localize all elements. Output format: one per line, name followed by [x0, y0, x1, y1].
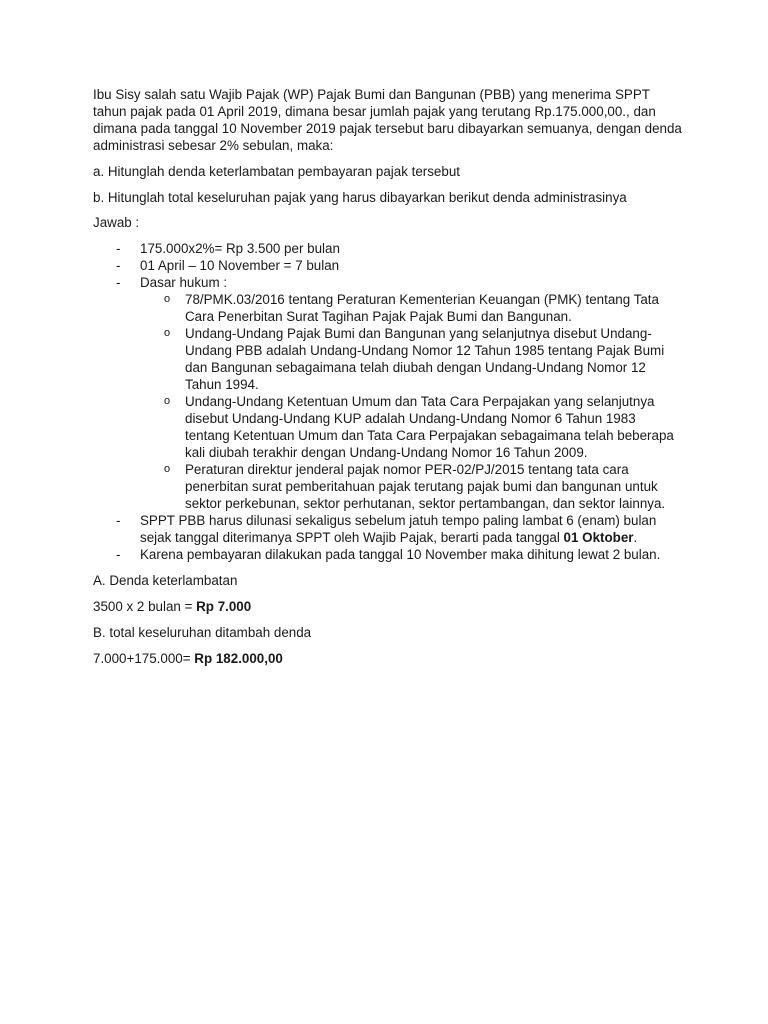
answer-a-result: Rp 7.000: [196, 599, 252, 614]
list-item: [93, 512, 683, 546]
dash-bullet: -: [116, 241, 121, 256]
answer-b-result: Rp 182.000,00: [194, 651, 283, 666]
list-item-text: 01 April – 10 November = 7 bulan: [140, 258, 340, 273]
sppt-note-end: .: [633, 530, 638, 545]
circle-bullet: o: [164, 327, 171, 339]
list-item: [93, 240, 683, 257]
answer-b-calculation: [93, 650, 683, 667]
list-item: [93, 274, 683, 512]
answer-bullet-list: [93, 240, 683, 563]
circle-bullet: o: [164, 293, 171, 305]
answer-b-heading: B. total keseluruhan ditambah denda: [93, 625, 312, 640]
legal-basis-item: [140, 291, 683, 325]
dash-bullet: -: [116, 513, 121, 528]
list-item: [93, 546, 683, 563]
legal-basis-item: [140, 325, 683, 393]
list-item-text: Dasar hukum :: [140, 275, 228, 290]
answer-a-calc: 3500 x 2 bulan =: [93, 599, 197, 614]
dash-bullet: -: [116, 547, 121, 562]
due-date-text: 01 Oktober: [563, 530, 634, 545]
sppt-note-text: SPPT PBB harus dilunasi sekaligus sebelum jatuh tempo paling lambat 6 (enam) bulan sejak tanggal diterimanya SPPT oleh Wajib Pajak, berarti pada tanggal: [140, 513, 657, 545]
circle-bullet: o: [164, 463, 171, 475]
answer-b-calc: 7.000+175.000=: [93, 651, 195, 666]
legal-basis-item: [140, 393, 683, 461]
legal-basis-text: Peraturan direktur jenderal pajak nomor PER-02/PJ/2015 tentang tata cara penerbitan surat pemberitahuan pajak terutang pajak bumi dan bangunan untuk sektor perkebunan, sektor perhutanan, sektor pertambangan, dan sektor lainnya.: [185, 462, 666, 511]
list-item-text: 175.000x2%= Rp 3.500 per bulan: [140, 241, 340, 256]
document-body: [93, 86, 683, 676]
legal-basis-text: Undang-Undang Pajak Bumi dan Bangunan yang selanjutnya disebut Undang-Undang PBB adalah Undang-Undang Nomor 12 Tahun 1985 tentang Pajak Bumi dan Bangunan sebagaimana telah diubah dengan Undang-Undang Nomor 12 Tahun 1994.: [185, 326, 665, 392]
question-b: b. Hitunglah total keseluruhan pajak yang harus dibayarkan berikut denda administrasinya: [93, 190, 627, 205]
legal-basis-list: [140, 291, 683, 512]
intro-paragraph: Ibu Sisy salah satu Wajib Pajak (WP) Pajak Bumi dan Bangunan (PBB) yang menerima SPPT tahun pajak pada 01 April 2019, dimana besar jumlah pajak yang terutang Rp.175.000,00., dan dimana pada tanggal 10 November 2019 pajak tersebut baru dibayarkan semuanya, dengan denda administrasi sebesar 2% sebulan, maka:: [93, 87, 682, 153]
dash-bullet: -: [116, 275, 121, 290]
legal-basis-item: [140, 461, 683, 512]
legal-basis-text: 78/PMK.03/2016 tentang Peraturan Kementerian Keuangan (PMK) tentang Tata Cara Penerbitan Surat Tagihan Pajak Pajak Bumi dan Bangunan.: [185, 292, 659, 324]
late-note-text: Karena pembayaran dilakukan pada tanggal 10 November maka dihitung lewat 2 bulan.: [140, 547, 661, 562]
answer-label: Jawab :: [93, 215, 140, 230]
dash-bullet: -: [116, 258, 121, 273]
circle-bullet: o: [164, 395, 171, 407]
answer-a-heading: A. Denda keterlambatan: [93, 573, 238, 588]
legal-basis-text: Undang-Undang Ketentuan Umum dan Tata Cara Perpajakan yang selanjutnya disebut Undang-Undang KUP adalah Undang-Undang Nomor 6 Tahun 1983 tentang Ketentuan Umum dan Tata Cara Perpajakan sebagaimana telah beberapa kali diubah terakhir dengan Undang-Undang Nomor 16 Tahun 2009.: [185, 394, 674, 460]
answer-a-calculation: [93, 598, 683, 615]
question-a: a. Hitunglah denda keterlambatan pembayaran pajak tersebut: [93, 164, 460, 179]
list-item: [93, 257, 683, 274]
